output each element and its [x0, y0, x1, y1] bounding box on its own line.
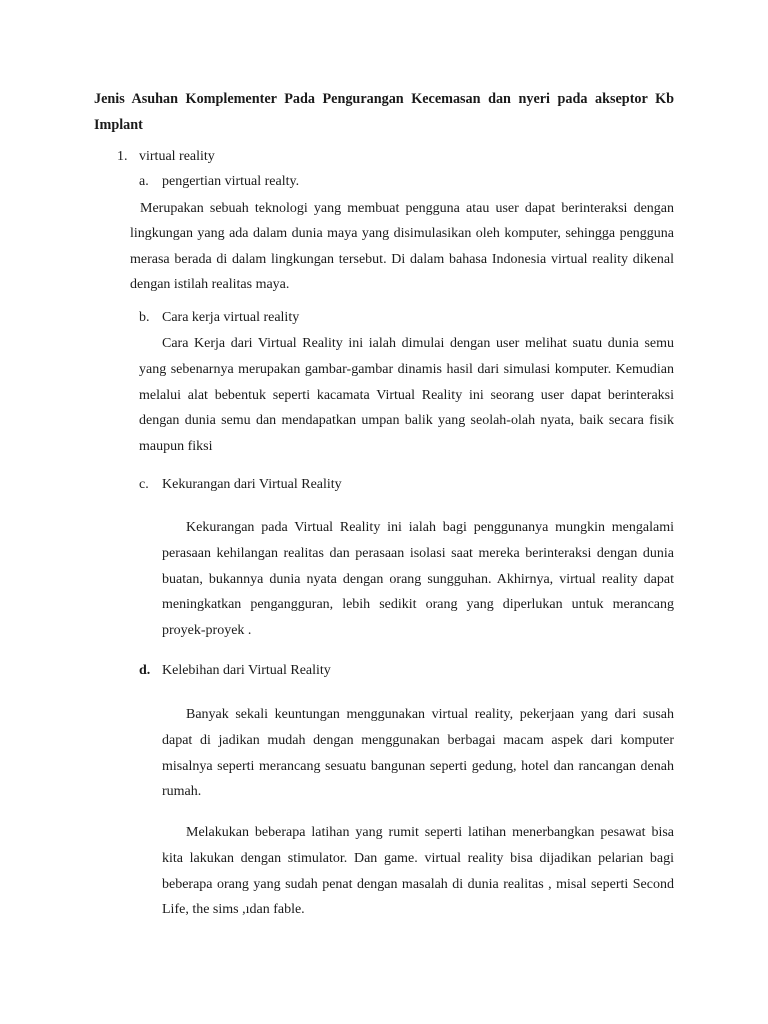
sub-a-heading: pengertian virtual realty.	[162, 174, 300, 189]
sub-c-heading: Kekurangan dari Virtual Reality	[162, 477, 342, 492]
item-1-number: 1.	[117, 149, 128, 164]
sub-c-letter: c.	[139, 477, 149, 492]
sub-d-paragraph-2: Melakukan beberapa latihan yang rumit seperti latihan menerbangkan pesawat bisa kita lakukan dengan stimulator. Dan game. virtual reality bisa dijadikan pelarian bagi beberapa orang yang sudah penat dengan masalah di dunia realitas , misal seperti Second Life, the sims ,ıdan fable.	[162, 825, 674, 918]
item-1-label: virtual reality	[139, 149, 215, 164]
sub-b-letter: b.	[139, 310, 150, 325]
document-title: Jenis Asuhan Komplementer Pada Pengurangan Kecemasan dan nyeri pada akseptor Kb Implant	[94, 91, 674, 133]
sub-d-heading: Kelebihan dari Virtual Reality	[162, 663, 331, 678]
sub-d-letter: d.	[139, 663, 151, 678]
sub-b-paragraph: Cara Kerja dari Virtual Reality ini ialah dimulai dengan user melihat suatu dunia semu yang sebenarnya merupakan gambar-gambar dinamis hasil dari simulasi komputer. Kemudian melalui alat bebentuk seperti kacamata Virtual Reality ini seorang user dapat berinteraksi dengan dunia semu dan mendapatkan umpan balik yang seolah-olah nyata, baik secara fisik maupun fiksi	[139, 336, 674, 455]
sub-a-letter: a.	[139, 174, 149, 189]
sub-c-paragraph: Kekurangan pada Virtual Reality ini ialah bagi penggunanya mungkin mengalami perasaan kehilangan realitas dan perasaan isolasi saat mereka berinteraksi dengan dunia buatan, bukannya dunia nyata dengan orang sungguhan. Akhirnya, virtual reality dapat meningkatkan pengangguran, lebih sedikit orang yang diperlukan untuk merancang proyek-proyek .	[162, 520, 674, 639]
sub-b-heading: Cara kerja virtual reality	[162, 310, 300, 325]
sub-a-paragraph: Merupakan sebuah teknologi yang membuat pengguna atau user dapat berinteraksi dengan lingkungan yang ada dalam dunia maya yang disimulasikan oleh komputer, sehingga pengguna merasa berada di dalam lingkungan tersebut. Di dalam bahasa Indonesia virtual reality dikenal dengan istilah realitas maya.	[130, 201, 674, 292]
sub-d-paragraph-1: Banyak sekali keuntungan menggunakan virtual reality, pekerjaan yang dari susah dapat di jadikan mudah dengan menggunakan berbagai macam aspek dari komputer misalnya seperti merancang sesuatu bangunan seperti gedung, hotel dan rancangan denah rumah.	[162, 707, 674, 800]
